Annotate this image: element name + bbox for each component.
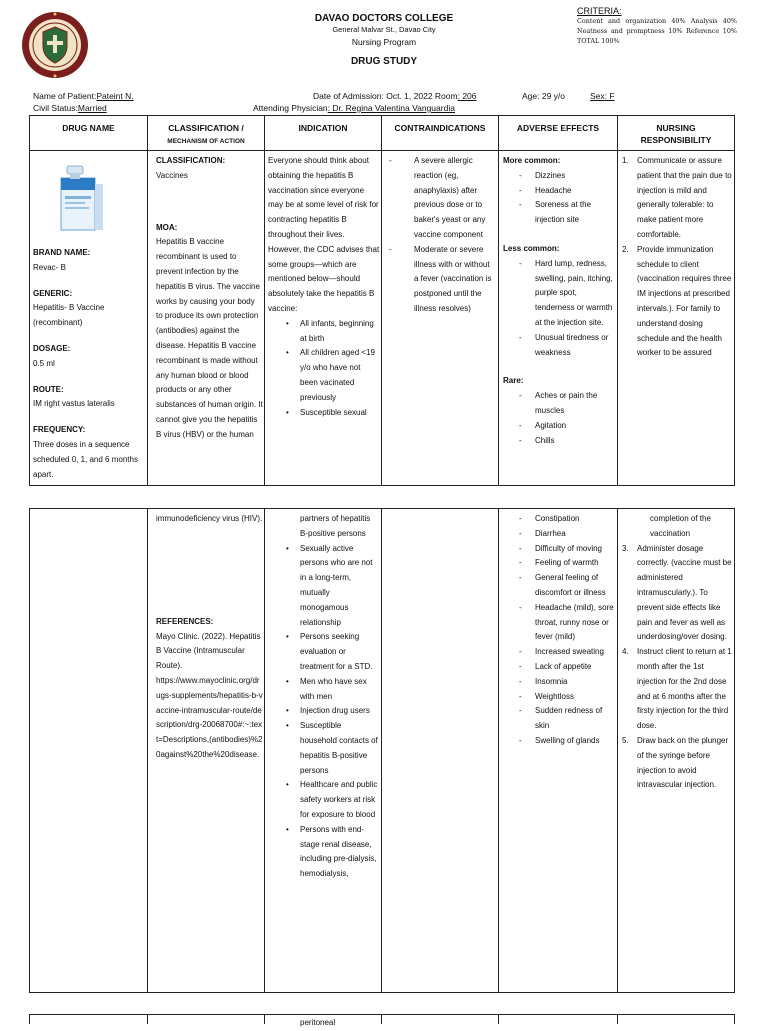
list-item: • Susceptible household contacts of hepatitis B-positive persons [268,719,380,778]
list-item: - Soreness at the injection site [503,198,616,228]
list-item: - Aches or pain the muscles [503,389,616,419]
list-item: 3. Administer dosage correctly. (vaccine must be administered intramuscularly.). To prevent side effects like pain and fever as well as underdosing/over dosing. [622,543,732,642]
criteria-box [577,6,737,46]
classification-moa: CLASSIFICATION: Vaccines MOA: Hepatitis B vaccine recombinant is used to prevent infection by the hepatitis B virus. The vaccine works by causing your body to produce its own protection (antibodies) against the disease. Hepatitis B vaccine recombinant is made without any human blood or blood products or any other substances of human origin. It cannot give you the hepatitis B virus (HBV) or the human [156,156,263,439]
list-item: • All infants, beginning at birth [268,317,380,347]
header-adverse-effects: ADVERSE EFFECTS [516,123,600,133]
indication-list [268,317,380,421]
list-item: - Swelling of glands [503,734,616,749]
list-item: • Men who have sex with men [268,675,380,705]
header-indication: INDICATION [298,123,348,133]
classification-continued: immunodeficiency virus (HIV). REFERENCES: Mayo Clinic. (2022). Hepatitis B Vaccine (Intramuscular Route). https://www.mayoclinic.org/drugs-supplements/hepatitis-b-vaccine-intramuscular-route/description/drg-20068700#:~:text=Descriptions,(antibodies)%20against%20the%20disease. [156,512,263,763]
list-item: • Susceptible sexual [268,406,380,421]
list-item: 5. Draw back on the plunger of the syringe before injection to avoid intravascular injection. [622,735,729,790]
list-item: • Persons seeking evaluation or treatment for a STD. [268,630,380,674]
list-item: 4. Instruct client to return at 1 month after the 1st injection for the 2nd dose and at 6 months after the firsty injection for the third dose. [622,647,732,731]
list-item: - Headache [503,184,616,199]
college-name: DAVAO DOCTORS COLLEGE [314,13,454,24]
adverse-effects-cell: More common: - Dizzines - Headache - Soreness at the injection site Less common: - Hard lump, redness, swelling, pain, itching, purple spot, tenderness or warmth at the injection site. - Unusual tiredness or weakness Rare: - Aches or pain the muscles - Agitation - Chills [503,154,616,448]
list-item: - Hard lump, redness, swelling, pain, itching, purple spot, tenderness or warmth at the injection site. [503,257,616,331]
indication-cell: Everyone should think about obtaining the hepatitis B vaccination since everyone may be at some level of risk for contracting hepatitis B throughout their lives. However, the CDC advises that some groups—which are mentioned below—should absolutely take the hepatitis B vaccine: • All infants, beginning at birth • All children aged <19 y/o who have not been vacinated previously • Susceptible sexual [268,154,380,420]
list-item: - Sudden redness of skin [503,704,616,734]
adverse-effects-continued [503,512,616,749]
age-field: Age: 29 y/o [522,91,566,101]
civil-status-field: Civil Status:Married [33,103,107,113]
nursing-cell [620,154,732,361]
list-item: - General feeling of discomfort or illness [503,571,616,601]
references-url: https://www.mayoclinic.org/drugs-supplements/hepatitis-b-vaccine-intramuscular-route/description/drg-20068700#:~:text=Descriptions,(antibodies)%20against%20the%20disease. [156,675,263,759]
indication-continued: partners of hepatitis B-positive persons • Sexually active persons who are not in a long-term, mutually monogamous relationship • Persons seeking evaluation or treatment for a STD. • Men who have sex with men • Injection drug users • Susceptible household contacts of hepatitis B-positive persons • Healthcare and public safety workers at risk for exposure to blood • Persons with end-stage renal disease, including pre-dialysis, hemodialysis, [268,512,380,882]
header-nursing-responsibility: NURSING RESPONSIBILITY [640,123,712,145]
indication-continued-p3: peritoneal [300,1018,336,1027]
references-text: Mayo Clinic. (2022). Hepatitis B Vaccine (Intramuscular Route). [156,631,261,671]
list-item: - Unusual tiredness or weakness [503,331,616,361]
nursing-continued: completion of the vaccination 3. Administer dosage correctly. (vaccine must be administered intramuscularly.). To prevent side effects like pain and fever as well as underdosing/over dosing. 4. Instruct client to return at 1 month after the 1st injection for the 2nd dose and at 6 months after the firsty injection for the third dose. 5. Draw back on the plunger of the syringe before injection to avoid intravascular injection. [620,512,732,793]
list-item: • Injection drug users [268,704,380,719]
header-drug-name: DRUG NAME [62,123,115,133]
program-name: Nursing Program [351,37,417,47]
references-label: REFERENCES: [156,616,214,626]
list-item: - Weightloss [503,690,616,705]
criteria-label: CRITERIA: [577,6,622,16]
contraindications-cell [386,154,496,317]
drug-info: BRAND NAME: Revac- B GENERIC: Hepatitis- B Vaccine (recombinant) DOSAGE: 0.5 ml ROUTE: IM right vastus lateralis FREQUENCY: Three doses in a sequence scheduled 0, 1, and 6 months apart. [33,248,138,479]
criteria-text: Content and organization 40% Analysis 40% Neatness and promptness 10% Reference 10% TOTAL 100% [577,17,737,45]
list-item: • Healthcare and public safety workers at risk for exposure to blood [268,778,380,822]
list-item: - Lack of appetite [503,660,616,675]
physician-field: Attending Physician: Dr. Regina Valentina Vanguardia [253,103,455,113]
header-classification: CLASSIFICATION / MECHANISM OF ACTION [167,123,245,145]
college-address: General Malvar St., Davao City [332,25,436,34]
list-item: - Difficulty of moving [503,542,616,557]
list-item: - Moderate or severe illness with or without a fever (vaccination is postponed until the illness resolves) [386,243,496,317]
list-item: - Diarrhea [503,527,616,542]
list-item: - Dizzines [503,169,616,184]
list-item: - Agitation [503,419,616,434]
list-item: - A severe allergic reaction (eg, anaphylaxis) after previous dose or to baker's yeast or any vaccine component [386,154,496,243]
list-item: • Sexually active persons who are not in a long-term, mutually monogamous relationship [268,542,380,631]
page-title: DRUG STUDY [350,56,418,67]
list-item: - Constipation [503,512,616,527]
list-item: • All children aged <19 y/o who have not been vacinated previously [268,346,380,405]
list-item: 1. Communicate or assure patient that the pain due to injection is mild and generally tolerable: to make patient more comfortable. [622,156,732,239]
header-contraindications: CONTRAINDICATIONS [394,123,486,133]
list-item: - Increased sweating [503,645,616,660]
vaccine-vial-icon [55,164,107,232]
list-item: - Insomnia [503,675,616,690]
list-item: 2. Provide immunization schedule to client (vaccination requires three IM injections at prescribed intervals.). For family to understand dosing schedule and the health worker to be assured [622,244,732,358]
list-item: - Chills [503,434,616,449]
list-item: - Feeling of warmth [503,556,616,571]
list-item: - Headache (mild), sore throat, runny nose or fever (mild) [503,601,616,645]
patient-name-field: Name of Patient:Pateint N. [33,91,134,101]
sex-field: Sex: F [590,91,615,101]
list-item: • Persons with end-stage renal disease, including pre-dialysis, hemodialysis, [268,823,380,882]
admission-field: Date of Admission: Oct. 1, 2022 Room: 206 [313,91,477,101]
